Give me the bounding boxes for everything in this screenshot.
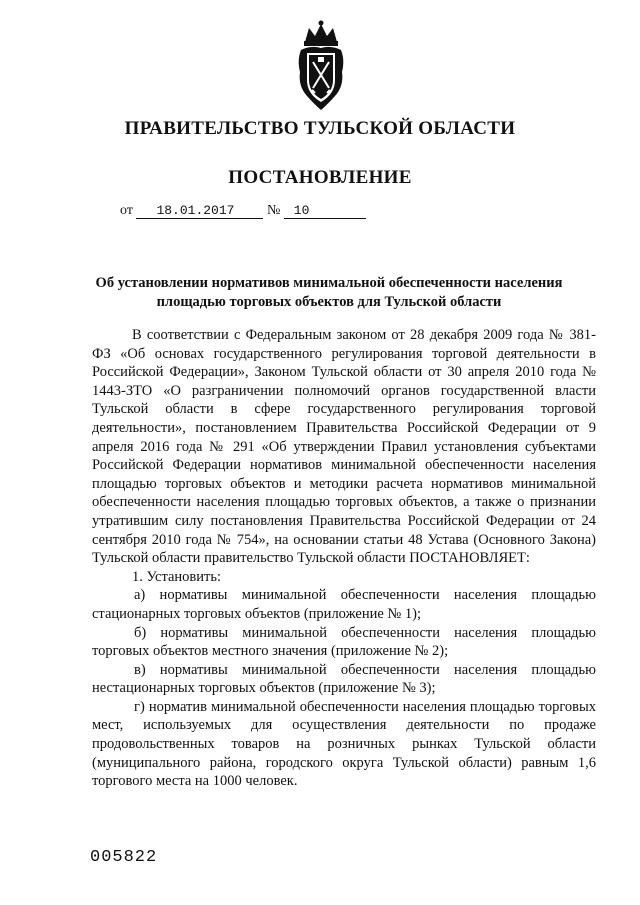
document-type: ПОСТАНОВЛЕНИЕ — [228, 167, 412, 188]
date-prefix: от — [120, 203, 133, 218]
item-g: г) норматив минимальной обеспеченности населения площадью торговых мест, используемых для осуществления деятельности по продаже продовольственных товаров на розничных рынках Тульской области (муниципального района, городского округа Тульской области) равным 1,6 торгового места на 1000 человек. — [92, 698, 596, 790]
date-number-line — [120, 203, 366, 219]
coat-of-arms-icon — [295, 20, 347, 112]
organization-name: ПРАВИТЕЛЬСТВО ТУЛЬСКОЙ ОБЛАСТИ — [124, 118, 516, 139]
item-b: б) нормативы минимальной обеспеченности населения площадью торговых объектов местного значения (приложение № 2); — [92, 624, 596, 660]
preamble-paragraph: В соответствии с Федеральным законом от 28 декабря 2009 года № 381-ФЗ «Об основах государственного регулирования торговой деятельности в Российской Федерации», Законом Тульской области от 30 апреля 2010 года № 1443-ЗТО «О разграничении полномочий органов государственной власти Тульской области в сфере государственного регулирования торговой деятельности», постановлением Правительства Российской Федерации от 9 апреля 2016 года № 291 «Об утверждении Правил установления субъектами Российской Федерации нормативов минимальной обеспеченности населения площадью торговых объектов и методики расчета нормативов минимальной обеспеченности населения площадью торговых объектов, а также о признании утратившим силу постановления Правительства Российской Федерации от 24 сентября 2010 года № 754», на основании статьи 48 Устава (Основного Закона) Тульской области правительство Тульской области ПОСТАНОВЛЯЕТ: — [92, 327, 596, 567]
document-date: 18.01.2017 — [156, 203, 235, 218]
number-prefix: № — [266, 203, 281, 218]
document-number: 10 — [293, 203, 310, 218]
document-title: Об установлении нормативов минимальной обеспеченности населения площадью торговых объектов для Тульской области — [95, 275, 563, 310]
item-v: в) нормативы минимальной обеспеченности населения площадью нестационарных торговых объектов (приложение № 3); — [92, 661, 596, 697]
serial-number: 005822 — [90, 848, 158, 867]
document-body — [92, 326, 596, 791]
point-1: 1. Установить: — [132, 568, 222, 585]
item-a: а) нормативы минимальной обеспеченности населения площадью стационарных торговых объектов (приложение № 1); — [92, 587, 596, 622]
